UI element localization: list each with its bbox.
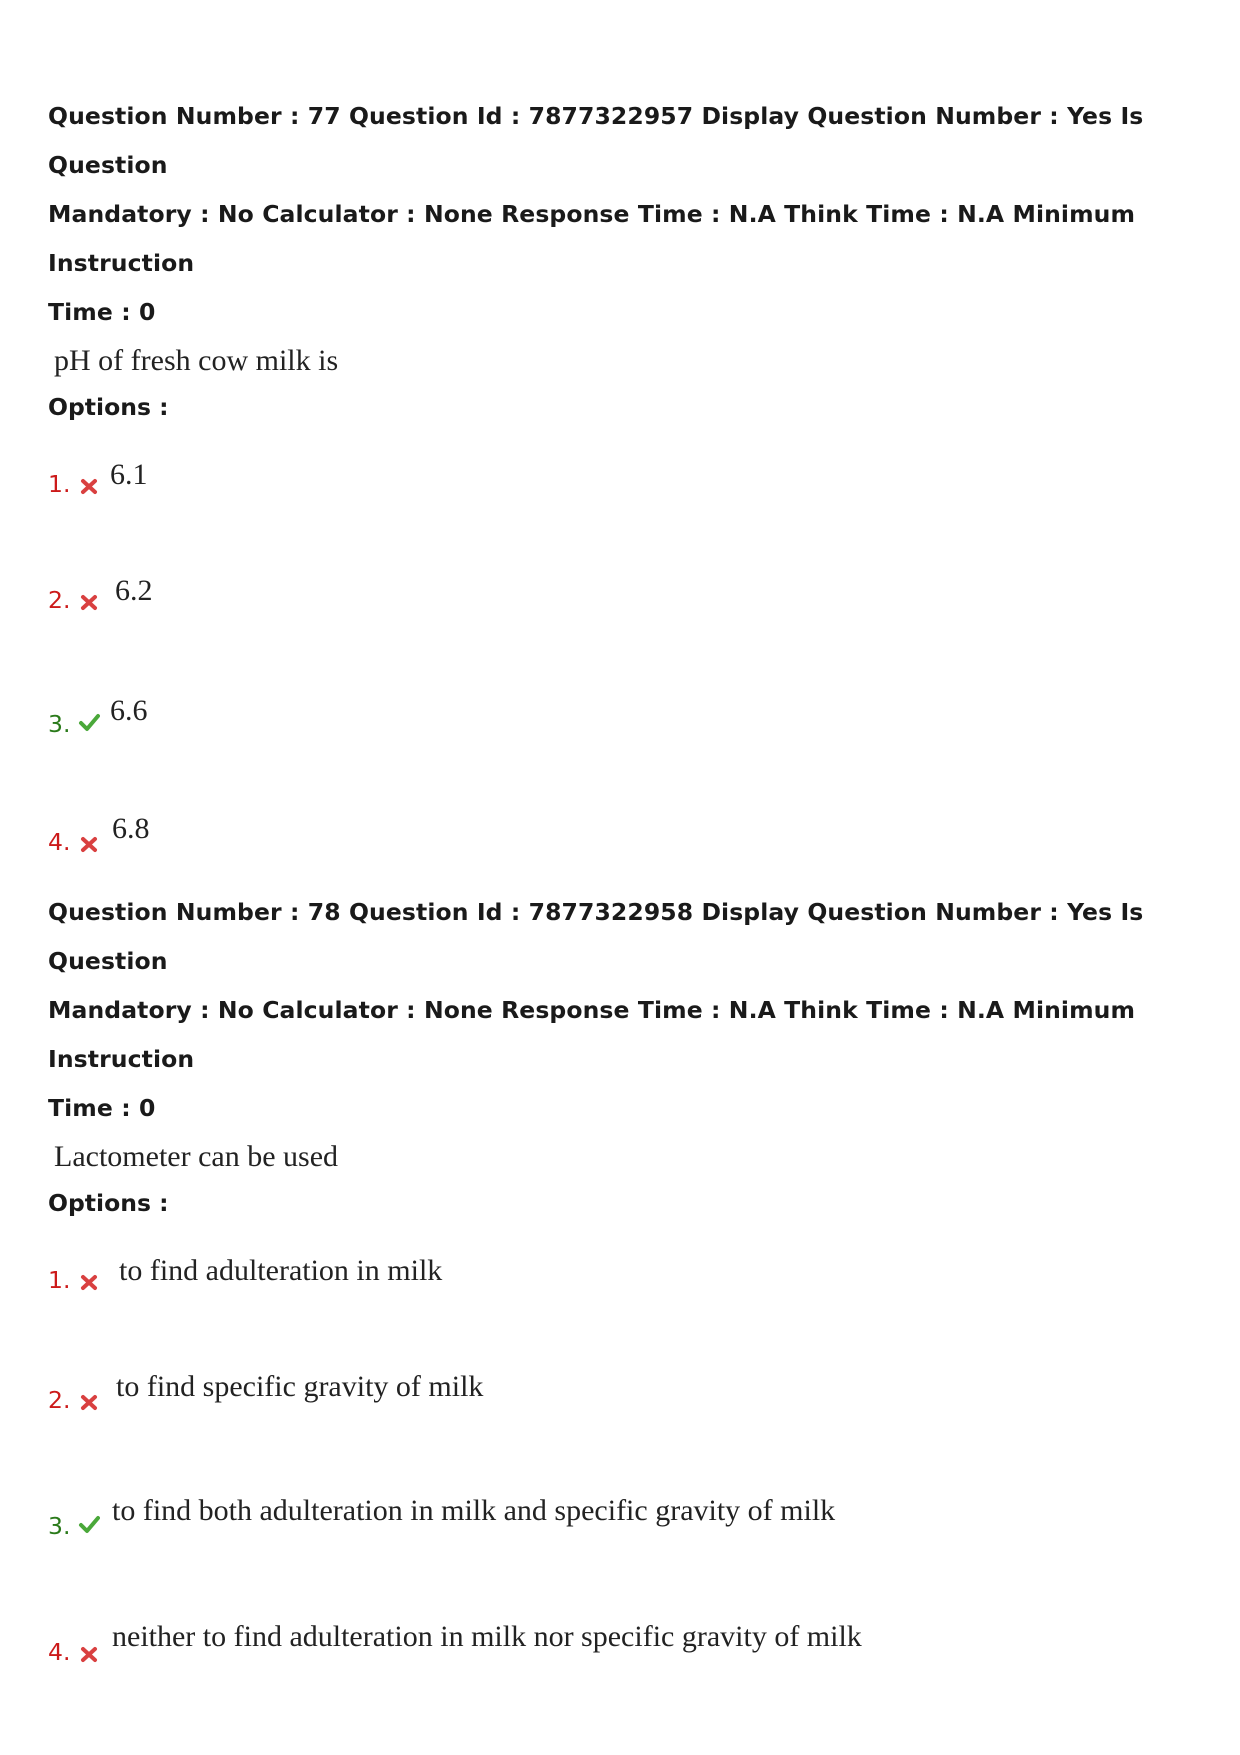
cross-mark-icon	[78, 475, 100, 497]
cross-mark-icon	[78, 1643, 100, 1665]
check-mark-icon	[78, 711, 100, 733]
cross-mark-icon	[78, 591, 100, 613]
question-meta-line: Mandatory : No Calculator : None Response Time : N.A Think Time : N.A Minimum Instruction	[48, 200, 1136, 277]
option-item	[48, 1370, 1148, 1433]
option-number: 4.	[48, 1638, 71, 1666]
question-meta-line: Mandatory : No Calculator : None Response Time : N.A Think Time : N.A Minimum Instruction	[48, 996, 1136, 1073]
option-text: to find both adulteration in milk and specific gravity of milk	[112, 1494, 836, 1527]
question-meta-line: Question Number : 78 Question Id : 7877322958 Display Question Number : Yes Is Question	[48, 898, 1144, 975]
option-item	[48, 694, 1148, 757]
option-item	[48, 812, 1148, 875]
question-meta-line: Question Number : 77 Question Id : 7877322957 Display Question Number : Yes Is Question	[48, 102, 1144, 179]
option-number: 3.	[48, 710, 71, 738]
question-text: Lactometer can be used	[54, 1140, 339, 1173]
question-text: pH of fresh cow milk is	[54, 344, 339, 377]
check-mark-icon	[78, 1513, 100, 1535]
question-meta-line: Time : 0	[48, 1094, 156, 1122]
options-label: Options :	[48, 1189, 169, 1217]
option-number: 1.	[48, 470, 71, 498]
option-item	[48, 1620, 1148, 1685]
option-number: 2.	[48, 1386, 71, 1414]
question-meta-line: Time : 0	[48, 298, 156, 326]
question-block-78	[48, 888, 1208, 1666]
cross-mark-icon	[78, 833, 100, 855]
option-text: 6.2	[115, 574, 153, 607]
option-item	[48, 457, 1148, 517]
option-number: 4.	[48, 828, 71, 856]
option-item	[48, 1253, 1148, 1313]
question-block-77	[48, 92, 1208, 856]
option-text: 6.1	[110, 458, 148, 491]
option-number: 3.	[48, 1512, 71, 1540]
option-text: 6.6	[110, 694, 148, 727]
options-label: Options :	[48, 393, 169, 421]
option-text: to find adulteration in milk	[119, 1254, 443, 1287]
option-item	[48, 1494, 1148, 1559]
option-item	[48, 573, 1148, 633]
option-number: 2.	[48, 586, 71, 614]
option-text: to find specific gravity of milk	[116, 1370, 484, 1403]
cross-mark-icon	[78, 1271, 100, 1293]
option-number: 1.	[48, 1266, 71, 1294]
option-text: 6.8	[112, 812, 150, 845]
cross-mark-icon	[78, 1391, 100, 1413]
option-text: neither to find adulteration in milk nor specific gravity of milk	[112, 1620, 862, 1653]
